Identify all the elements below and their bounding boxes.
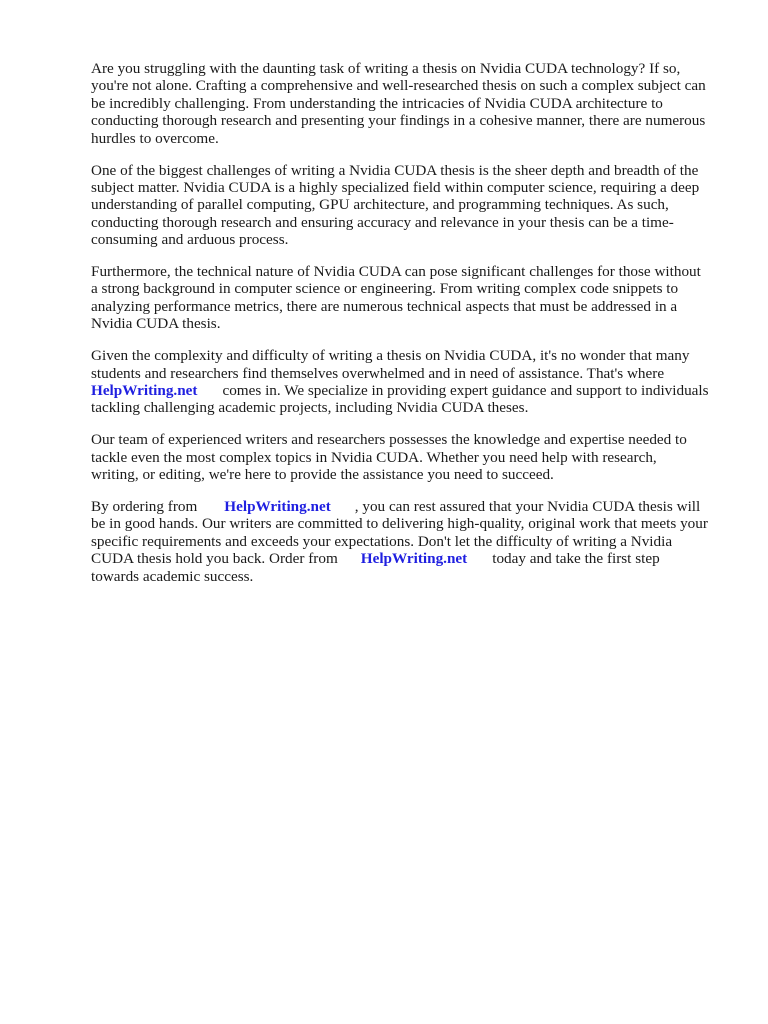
paragraph-challenges — [91, 162, 728, 249]
helpwriting-link[interactable]: HelpWriting.net — [224, 498, 331, 516]
text-line: hurdles to overcome. — [91, 129, 219, 147]
text-line: conducting thorough research and presenting your findings in a cohesive manner, there are numerous — [91, 112, 706, 130]
text-line: students and researchers find themselves overwhelmed and in need of assistance. That's where — [91, 364, 665, 382]
text-line-with-link — [91, 498, 728, 515]
paragraph-assistance — [91, 347, 728, 417]
text-line: be in good hands. Our writers are committed to delivering high-quality, original work that meets your — [91, 515, 708, 533]
text-line: be incredibly challenging. From understanding the intricacies of Nvidia CUDA architecture to — [91, 94, 663, 112]
text-fragment: , you can rest assured that your Nvidia CUDA thesis will — [354, 498, 701, 516]
helpwriting-link[interactable]: HelpWriting.net — [91, 382, 198, 399]
text-line: subject matter. Nvidia CUDA is a highly specialized field within computer science, requiring a deep — [91, 178, 700, 196]
paragraph-technical — [91, 263, 728, 333]
text-line: tackle even the most complex topics in Nvidia CUDA. Whether you need help with research, — [91, 448, 657, 466]
paragraph-order — [91, 498, 728, 585]
text-line: tackling challenging academic projects, including Nvidia CUDA theses. — [91, 399, 529, 417]
paragraph-team — [91, 431, 728, 483]
helpwriting-link[interactable]: HelpWriting.net — [360, 550, 468, 568]
text-line: conducting thorough research and ensuring accuracy and relevance in your thesis can be a time- — [91, 213, 674, 231]
text-line: Furthermore, the technical nature of Nvidia CUDA can pose significant challenges for those without — [91, 263, 701, 281]
text-line: analyzing performance metrics, there are numerous technical aspects that must be addressed in a — [91, 297, 678, 315]
text-fragment: today and take the first step — [492, 550, 660, 568]
text-line-with-link — [91, 550, 728, 567]
text-line: Our team of experienced writers and researchers possesses the knowledge and expertise needed to — [91, 431, 687, 449]
text-line-with-link — [91, 382, 728, 399]
paragraph-intro — [91, 60, 728, 147]
text-fragment: comes in. We specialize in providing expert guidance and support to individuals — [222, 382, 709, 399]
text-line: a strong background in computer science or engineering. From writing complex code snippets to — [91, 280, 679, 298]
text-line: specific requirements and exceeds your expectations. Don't let the difficulty of writing a Nvidia — [91, 532, 673, 550]
text-fragment: By ordering from — [91, 498, 198, 516]
text-line: understanding of parallel computing, GPU architecture, and programming techniques. As such, — [91, 196, 669, 214]
text-line: writing, or editing, we're here to provide the assistance you need to succeed. — [91, 466, 554, 484]
text-line: Are you struggling with the daunting task of writing a thesis on Nvidia CUDA technology? If so, — [91, 60, 681, 77]
text-line: consuming and arduous process. — [91, 231, 289, 249]
text-line: you're not alone. Crafting a comprehensive and well-researched thesis on such a complex subject can — [91, 77, 706, 95]
text-fragment: CUDA thesis hold you back. Order from — [91, 550, 338, 568]
text-line: Given the complexity and difficulty of writing a thesis on Nvidia CUDA, it's no wonder that many — [91, 347, 690, 365]
text-line: Nvidia CUDA thesis. — [91, 315, 221, 333]
text-line: towards academic success. — [91, 567, 254, 585]
text-line: One of the biggest challenges of writing a Nvidia CUDA thesis is the sheer depth and breadth of the — [91, 161, 699, 179]
